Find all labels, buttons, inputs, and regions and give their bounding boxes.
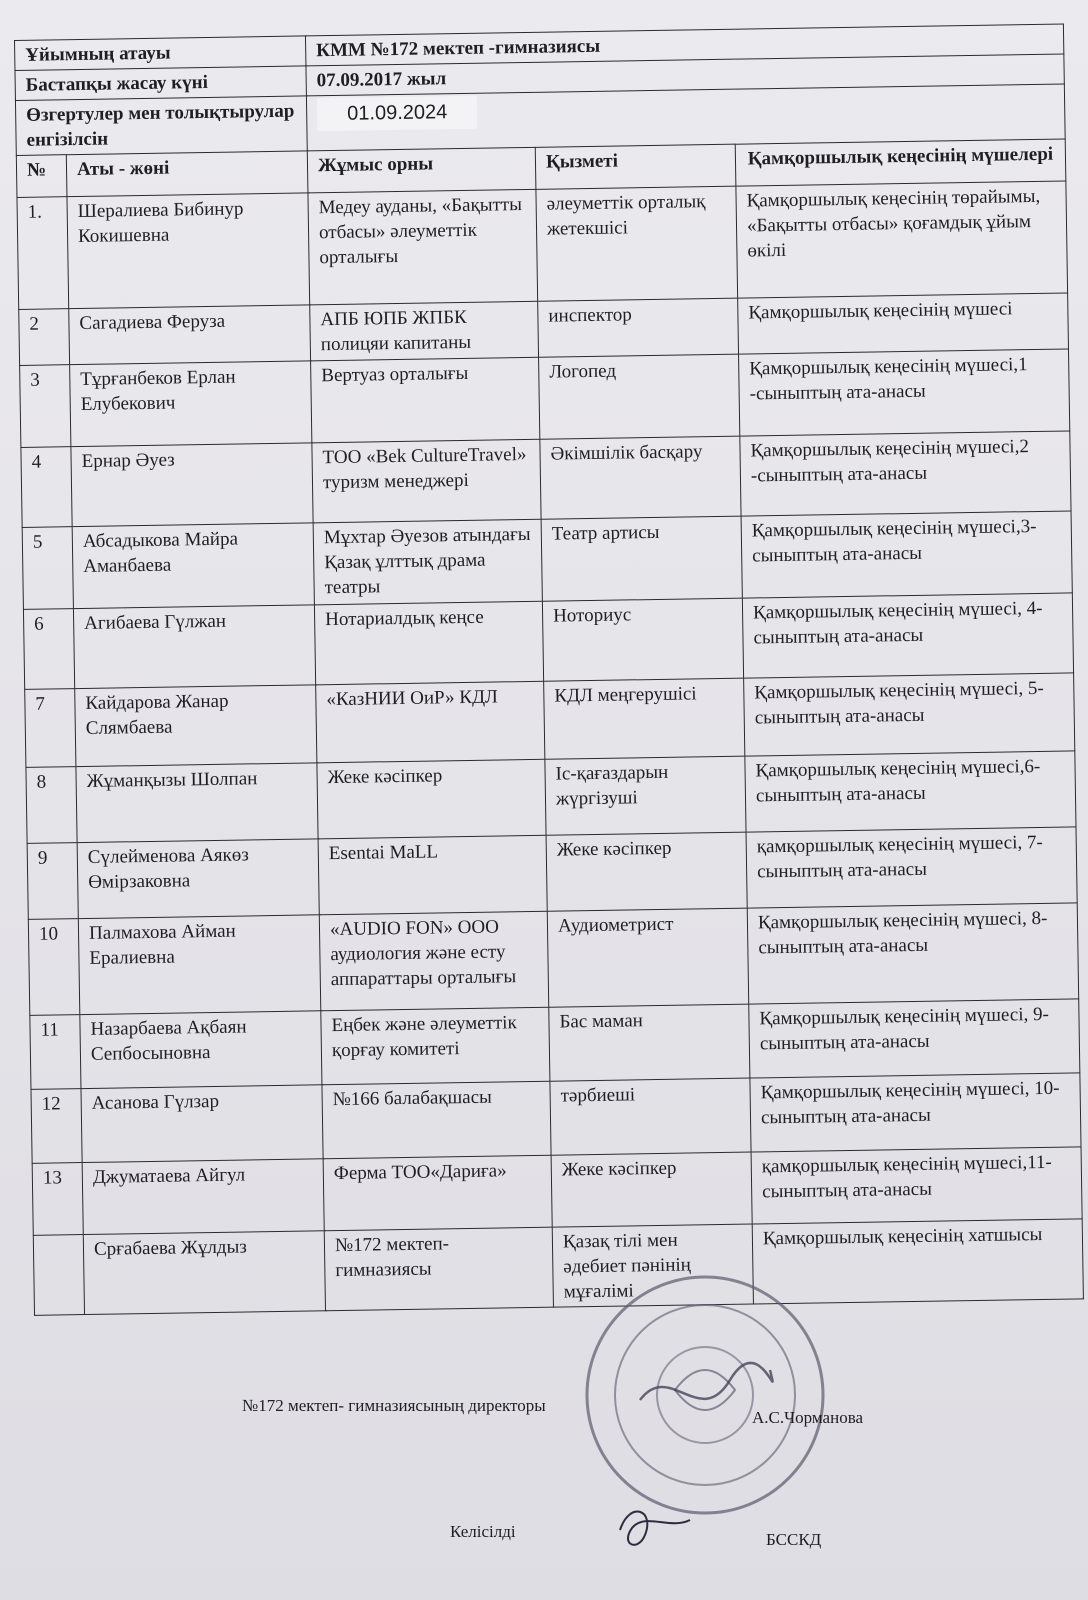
row-member: Қамқоршылық кеңесінің мүшесі, 10-сыныптың ата-анасы: [750, 1073, 1081, 1152]
row-name: Ернар Әуез: [71, 443, 313, 527]
row-position: инспектор: [538, 298, 739, 357]
row-member: қамқоршылық кеңесінің мүшесі, 7-сыныптың ата-анасы: [746, 827, 1077, 908]
row-member: Қамқоршылық кеңесінің мүшесі,2 -сыныптың ата-анасы: [740, 431, 1071, 516]
row-num: 6: [23, 609, 74, 690]
org-name-value: КММ №172 мектеп -гимназиясы: [305, 24, 1063, 66]
row-name: Асанова Гүлзар: [81, 1085, 323, 1163]
row-name: Джуматаева Айгул: [82, 1159, 324, 1235]
row-num: 2: [19, 309, 70, 366]
row-num: 4: [21, 447, 72, 528]
official-stamp: [580, 1270, 830, 1520]
col-name-header: Аты - жөні: [66, 151, 308, 197]
row-work: АПБ ЮПБ ЖПБК полицяи капитаны: [310, 301, 539, 361]
row-work: Жеке кәсіпкер: [317, 759, 546, 839]
row-work: Медеу ауданы, «Бақытты отбасы» әлеуметтік орталығы: [308, 189, 538, 305]
agreed-org: БССКД: [766, 1530, 822, 1549]
col-position-header: Қызметі: [535, 144, 736, 189]
row-num: 13: [32, 1163, 83, 1236]
row-num: 8: [26, 767, 77, 844]
row-member: Қамқоршылық кеңесінің мүшесі, 9-сыныптың ата-анасы: [749, 999, 1080, 1078]
row-member: Қамқоршылық кеңесінің мүшесі, 8-сыныптың ата-анасы: [747, 903, 1078, 1004]
row-position: Театр артисы: [541, 516, 742, 601]
row-work: №166 балабақшасы: [322, 1081, 551, 1159]
row-num: 5: [22, 527, 73, 610]
row-num: 3: [20, 365, 71, 448]
col-num-header: №: [16, 155, 67, 198]
row-num: 11: [30, 1015, 81, 1090]
row-work: Мұхтар Әуезов атындағы Қазақ ұлттық драма театры: [313, 519, 542, 605]
row-member: Қамқоршылық кеңесінің мүшесі, 4-сыныптың ата-анасы: [742, 593, 1073, 678]
row-position: Жеке кәсіпкер: [546, 832, 747, 911]
director-label: №172 мектеп- гимназиясының директоры: [242, 1396, 546, 1415]
row-member: қамқоршылық кеңесінің мүшесі,11-сыныптың ата-анасы: [751, 1147, 1082, 1224]
created-date-label: Бастапқы жасау күні: [15, 66, 306, 101]
created-date-value: 07.09.2017 жыл: [306, 54, 1064, 96]
row-name: Кайдарова Жанар Слямбаева: [75, 685, 317, 767]
row-member: Қамқоршылық кеңесінің мүшесі: [738, 293, 1069, 354]
row-num: 10: [28, 919, 80, 1016]
row-position: Қазақ тілі мен әдебиет пәнінің мұғалімі: [552, 1224, 753, 1307]
row-num: 1.: [17, 197, 69, 310]
row-name: Шералиева Бибинур Кокишевна: [67, 193, 310, 309]
row-work: Нотариалдық кеңсе: [314, 601, 543, 685]
row-member: Қамқоршылық кеңесінің мүшесі,3-сыныптың ата-анасы: [741, 511, 1072, 598]
members-list: [17, 181, 1083, 1315]
row-name: Агибаева Гүлжан: [73, 605, 315, 689]
row-position: Бас маман: [549, 1004, 750, 1081]
row-position: Аудиометрист: [547, 908, 748, 1007]
row-name: Жұманқызы Шолпан: [76, 763, 318, 843]
row-num: [33, 1235, 84, 1316]
org-name-label: Ұйымның атауы: [15, 36, 306, 71]
row-num: 9: [27, 843, 78, 920]
row-work: Еңбек және әлеуметтік қорғау комитеті: [321, 1007, 550, 1085]
row-name: Палмахова Айман Ералиевна: [78, 915, 320, 1015]
row-name: Назарбаева Ақбаян Сепбосыновна: [80, 1011, 322, 1089]
row-member: Қамқоршылық кеңесінің мүшесі, 5-сыныптың ата-анасы: [744, 673, 1075, 756]
changes-label: Өзгертулер мен толықтырулар енгізілсін: [15, 96, 307, 156]
row-member: Қамқоршылық кеңесінің хатшысы: [752, 1219, 1083, 1304]
agreed-label: Келісілді: [450, 1522, 516, 1541]
row-num: 12: [31, 1089, 82, 1164]
row-work: Esentai MaLL: [318, 835, 547, 915]
row-position: Әкімшілік басқару: [540, 436, 741, 519]
row-position: Логопед: [539, 354, 740, 439]
row-name: Сүлейменова Аякөз Өмірзаковна: [77, 839, 319, 919]
changes-date-value: 01.09.2024: [317, 96, 478, 132]
row-work: Вертуаз орталығы: [311, 357, 540, 443]
row-name: Тұрғанбеков Ерлан Елубекович: [70, 361, 312, 447]
row-position: КДЛ меңгерушісі: [544, 678, 745, 759]
row-work: «КазНИИ ОиР» КДЛ: [316, 681, 545, 763]
row-work: ТОО «Bek CultureTravel» туризм менеджері: [312, 439, 541, 523]
table-row: [28, 903, 1078, 1015]
col-member-header: Қамқоршылық кеңесінің мүшелері: [735, 139, 1066, 186]
table-row: [33, 1219, 1083, 1315]
row-work: №172 мектеп-гимназиясы: [324, 1227, 553, 1311]
trustee-council-table: [14, 24, 1084, 1316]
row-work: «AUDIO FON» ООО аудиология және есту аппараттары орталығы: [319, 911, 548, 1011]
col-work-header: Жұмыс орны: [307, 147, 536, 193]
row-name: Сагадиева Феруза: [69, 305, 311, 365]
row-member: Қамқоршылық кеңесінің мүшесі,6- сыныптың ата-анасы: [745, 751, 1076, 832]
row-name: Абсадыкова Майра Аманбаева: [72, 523, 314, 609]
row-name: Срғабаева Жұлдыз: [83, 1231, 325, 1315]
row-position: Іс-қағаздарын жүргізуші: [545, 756, 746, 835]
table-row: [17, 181, 1068, 309]
director-name: А.С.Чорманова: [752, 1408, 864, 1427]
signature-mark: [610, 1490, 700, 1560]
row-num: 7: [25, 689, 76, 768]
row-position: тәрбиеші: [550, 1078, 751, 1155]
row-position: Жеке кәсіпкер: [551, 1152, 752, 1227]
row-member: Қамқоршылық кеңесінің мүшесі,1 -сыныптың ата-анасы: [739, 349, 1070, 436]
row-member: Қамқоршылық кеңесінің төрайымы, «Бақытты отбасы» қоғамдық ұйым өкілі: [736, 181, 1068, 298]
row-work: Ферма ТОО«Дариға»: [323, 1155, 552, 1231]
row-position: әлеуметтік орталық жетекшісі: [536, 186, 738, 301]
row-position: Ноториус: [542, 598, 743, 681]
